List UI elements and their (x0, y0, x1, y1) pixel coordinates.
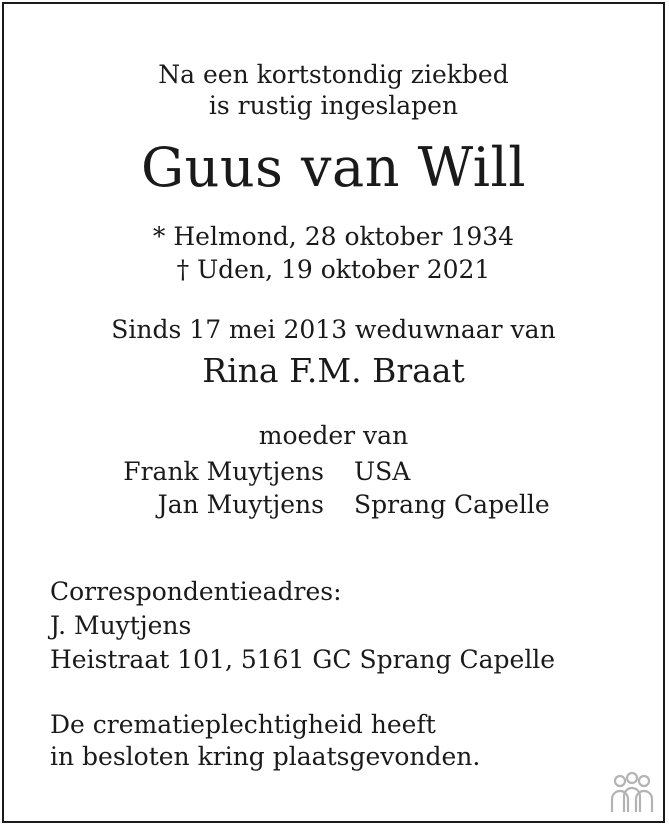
spouse-name: Rina F.M. Braat (202, 351, 465, 390)
child-name-2: Jan Muytjens (157, 490, 324, 519)
intro-line-1: Na een kortstondig ziekbed (158, 60, 509, 89)
deceased-name: Guus van Will (140, 136, 527, 199)
obituary-card (2, 2, 665, 823)
correspondence-address: Heistraat 101, 5161 GC Sprang Capelle (50, 645, 556, 674)
mother-of-line: moeder van (258, 421, 409, 450)
intro-line-2: is rustig ingeslapen (208, 91, 459, 120)
child-name-1: Frank Muytjens (123, 457, 324, 486)
correspondence-name: J. Muytjens (50, 611, 192, 640)
closing-line-1: De crematieplechtigheid heeft (50, 710, 436, 739)
closing-line-2: in besloten kring plaatsgevonden. (50, 742, 481, 771)
child-place-2: Sprang Capelle (354, 490, 550, 519)
widow-since-line: Sinds 17 mei 2013 weduwnaar van (111, 315, 556, 344)
birth-line: * Helmond, 28 oktober 1934 (152, 222, 515, 251)
death-line: † Uden, 19 oktober 2021 (176, 255, 491, 284)
people-group-icon (607, 772, 657, 816)
child-place-1: USA (354, 457, 411, 486)
correspondence-label: Correspondentieadres: (50, 577, 342, 606)
